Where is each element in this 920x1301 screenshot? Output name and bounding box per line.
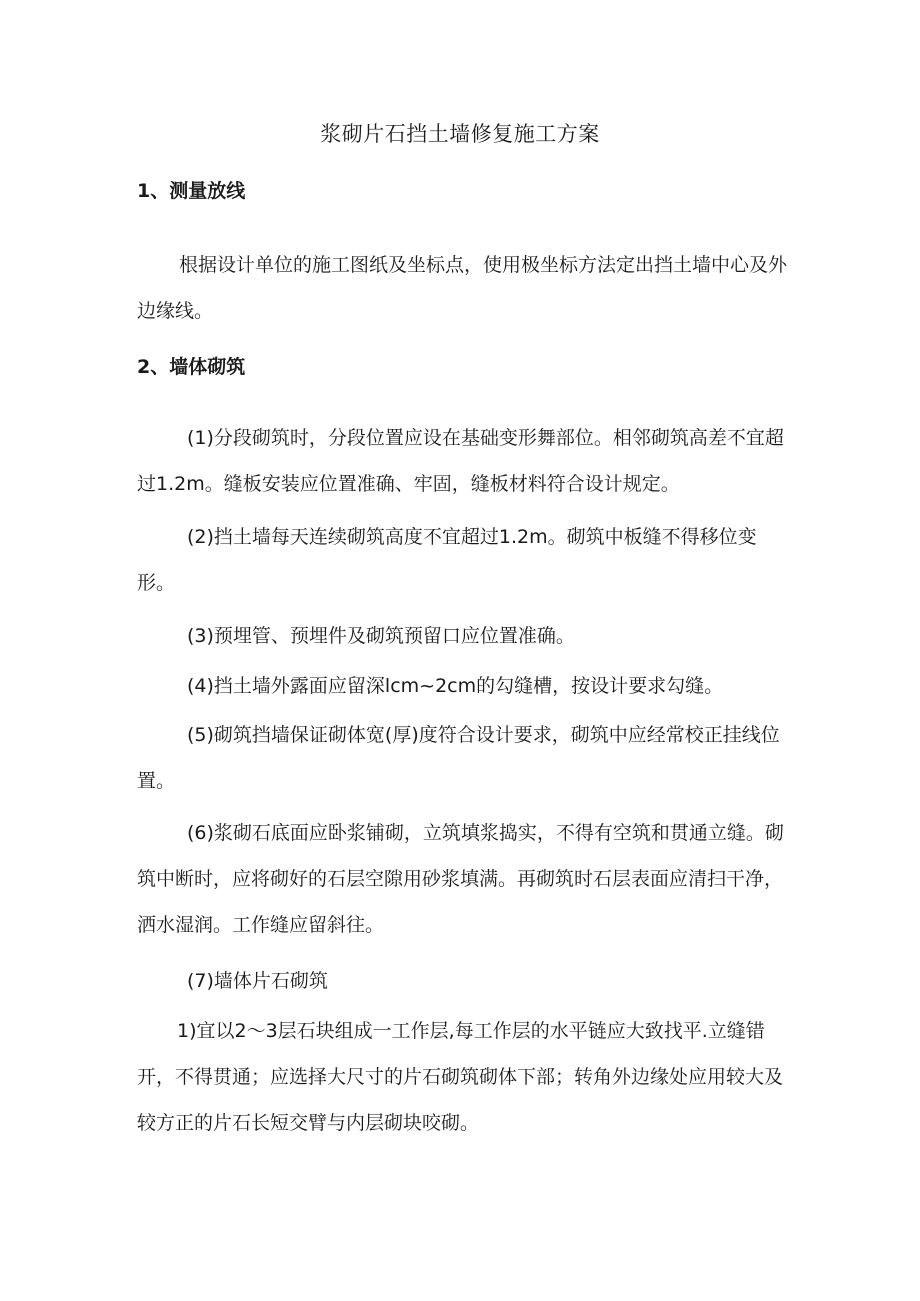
paragraph-item-5: (5)砌筑挡墙保证砌体宽(厚)度符合设计要求，砌筑中应经常校正挂线位置。 (137, 724, 780, 792)
section-heading-masonry: 2、墙体砌筑 (137, 356, 246, 378)
paragraph-item-6: (6)浆砌石底面应卧浆铺砌，立筑填浆捣实，不得有空筑和贯通立缝。砌筑中断时，应将砌好的石层空隙用砂浆填满。再砌筑时石层表面应清扫干净，洒水湿润。工作缝应留斜往。 (137, 822, 784, 936)
paragraph-item-2: (2)挡土墙每天连续砌筑高度不宜超过1.2m。砌筑中板缝不得移位变形。 (137, 526, 757, 594)
paragraph-item-3: (3)预埋管、预埋件及砌筑预留口应位置准确。 (187, 625, 575, 647)
paragraph-item-7: (7)墙体片石砌筑 (187, 970, 328, 992)
paragraph-item-4: (4)挡土墙外露面应留深lcm~2cm的勾缝槽，按设计要求勾缝。 (187, 675, 724, 697)
section-heading-survey: 1、测量放线 (137, 180, 246, 202)
page-title: 浆砌片石挡土墙修复施工方案 (320, 122, 600, 146)
paragraph-subitem-1: 1)宜以2〜3层石块组成一工作层,每工作层的水平链应大致找平.立缝错开，不得贯通；应选择大尺寸的片石砌筑砌体下部；转角外边缘处应用较大及较方正的片石长短交臂与内层砌块咬砌。 (137, 1020, 784, 1134)
paragraph-survey: 根据设计单位的施工图纸及坐标点，使用极坐标方法定出挡土墙中心及外边缘线。 (137, 254, 788, 322)
paragraph-item-1: (1)分段砌筑时，分段位置应设在基础变形舞部位。相邻砌筑高差不宜超过1.2m。缝板安装应位置准确、牢固，缝板材料符合设计规定。 (137, 427, 784, 495)
